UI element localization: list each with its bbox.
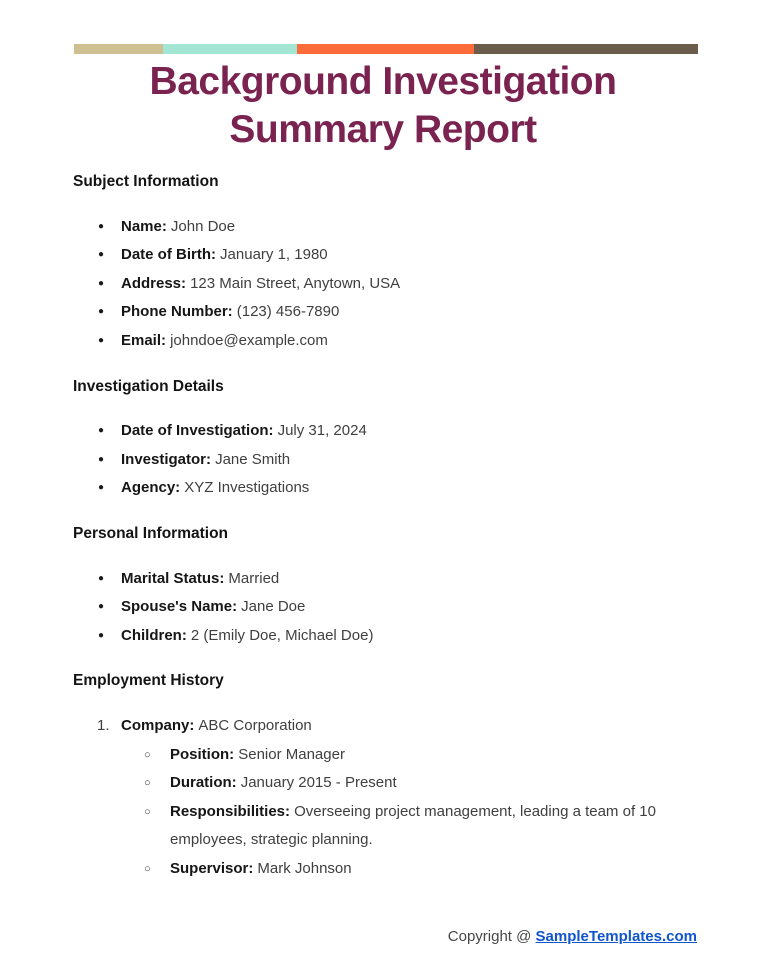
copyright-text: Copyright @ bbox=[447, 928, 536, 945]
field-value: Senior Manager bbox=[238, 745, 345, 763]
bullet-icon: ● bbox=[98, 277, 105, 289]
field-value: January 2015 - Present bbox=[240, 774, 397, 792]
bullet-icon: ● bbox=[98, 601, 105, 613]
sub-list-item bbox=[73, 769, 697, 798]
field-value: johndoe@example.com bbox=[170, 331, 328, 349]
list-item bbox=[73, 474, 697, 503]
bullet-icon: ● bbox=[98, 334, 105, 346]
section-heading-investigation-details: Investigation Details bbox=[73, 377, 224, 395]
accent-bar-segment-brown bbox=[474, 44, 698, 54]
field-label: Address: bbox=[121, 274, 187, 292]
bullet-icon: ● bbox=[98, 453, 105, 465]
field-value: John Doe bbox=[170, 217, 236, 235]
bullet-icon: ● bbox=[98, 629, 105, 641]
footer bbox=[448, 927, 697, 947]
field-value: Married bbox=[228, 569, 280, 587]
field-value: ABC Corporation bbox=[198, 716, 312, 734]
field-value: January 1, 1980 bbox=[220, 246, 328, 264]
list-item bbox=[73, 446, 697, 475]
section-heading-personal-information: Personal Information bbox=[73, 524, 229, 542]
list-item bbox=[73, 298, 697, 327]
investigation-details-list bbox=[73, 417, 697, 503]
bullet-icon: ● bbox=[98, 220, 105, 232]
accent-bar-segment-tan bbox=[74, 44, 163, 54]
field-value: Overseeing project management, leading a team of 10 employees, strategic planning. bbox=[170, 802, 656, 849]
field-value: Jane Smith bbox=[215, 450, 291, 468]
document-body bbox=[73, 168, 697, 883]
circle-bullet-icon: ○ bbox=[144, 777, 151, 790]
field-value: Jane Doe bbox=[241, 598, 306, 616]
accent-bar bbox=[74, 44, 698, 54]
field-label: Date of Birth: bbox=[121, 246, 216, 264]
sub-list-item bbox=[73, 741, 697, 770]
bullet-icon: ● bbox=[98, 482, 105, 494]
sub-list-item bbox=[73, 798, 697, 855]
field-value: (123) 456-7890 bbox=[236, 303, 340, 321]
field-label: Date of Investigation: bbox=[121, 422, 274, 440]
field-label: Duration: bbox=[170, 774, 237, 792]
field-label: Company: bbox=[121, 716, 195, 734]
field-value: 123 Main Street, Anytown, USA bbox=[190, 274, 401, 292]
field-label: Investigator: bbox=[121, 450, 212, 468]
list-number: 1. bbox=[97, 716, 110, 734]
field-label: Children: bbox=[121, 626, 187, 644]
field-label: Position: bbox=[170, 745, 235, 763]
field-value: XYZ Investigations bbox=[184, 479, 310, 497]
list-item bbox=[73, 327, 697, 356]
section-heading-subject-information: Subject Information bbox=[73, 173, 219, 190]
field-label: Email: bbox=[121, 331, 167, 349]
field-label: Supervisor: bbox=[170, 859, 254, 877]
field-label: Responsibilities: bbox=[170, 802, 291, 820]
list-item bbox=[73, 593, 697, 622]
list-item bbox=[73, 565, 697, 594]
field-label: Name: bbox=[121, 217, 167, 235]
bullet-icon: ● bbox=[98, 249, 105, 261]
list-item bbox=[73, 241, 697, 270]
subject-information-list bbox=[73, 213, 697, 356]
list-item bbox=[73, 213, 697, 242]
field-label: Spouse's Name: bbox=[121, 598, 238, 616]
employment-history-list bbox=[73, 712, 697, 884]
accent-bar-segment-teal bbox=[163, 44, 297, 54]
bullet-icon: ● bbox=[98, 306, 105, 318]
sub-list-item bbox=[73, 855, 697, 884]
field-value: July 31, 2024 bbox=[277, 422, 367, 440]
sample-templates-link[interactable]: SampleTemplates.com bbox=[535, 928, 697, 945]
bullet-icon: ● bbox=[98, 572, 105, 584]
list-item bbox=[73, 270, 697, 299]
list-item bbox=[73, 622, 697, 651]
accent-bar-segment-orange bbox=[297, 44, 474, 54]
list-item bbox=[73, 417, 697, 446]
field-value: 2 (Emily Doe, Michael Doe) bbox=[190, 626, 374, 644]
circle-bullet-icon: ○ bbox=[144, 862, 151, 875]
document-title bbox=[0, 58, 766, 154]
field-label: Agency: bbox=[121, 479, 181, 497]
section-heading-employment-history: Employment History bbox=[73, 672, 224, 690]
field-label: Marital Status: bbox=[121, 569, 225, 587]
circle-bullet-icon: ○ bbox=[144, 748, 151, 761]
document-title-line1: Background Investigation bbox=[149, 60, 617, 103]
bullet-icon: ● bbox=[98, 425, 105, 437]
circle-bullet-icon: ○ bbox=[144, 805, 151, 818]
document-title-line2: Summary Report bbox=[229, 108, 537, 151]
field-value: Mark Johnson bbox=[257, 859, 352, 877]
numbered-list-item bbox=[73, 712, 697, 741]
personal-information-list bbox=[73, 565, 697, 651]
field-label: Phone Number: bbox=[121, 303, 233, 321]
